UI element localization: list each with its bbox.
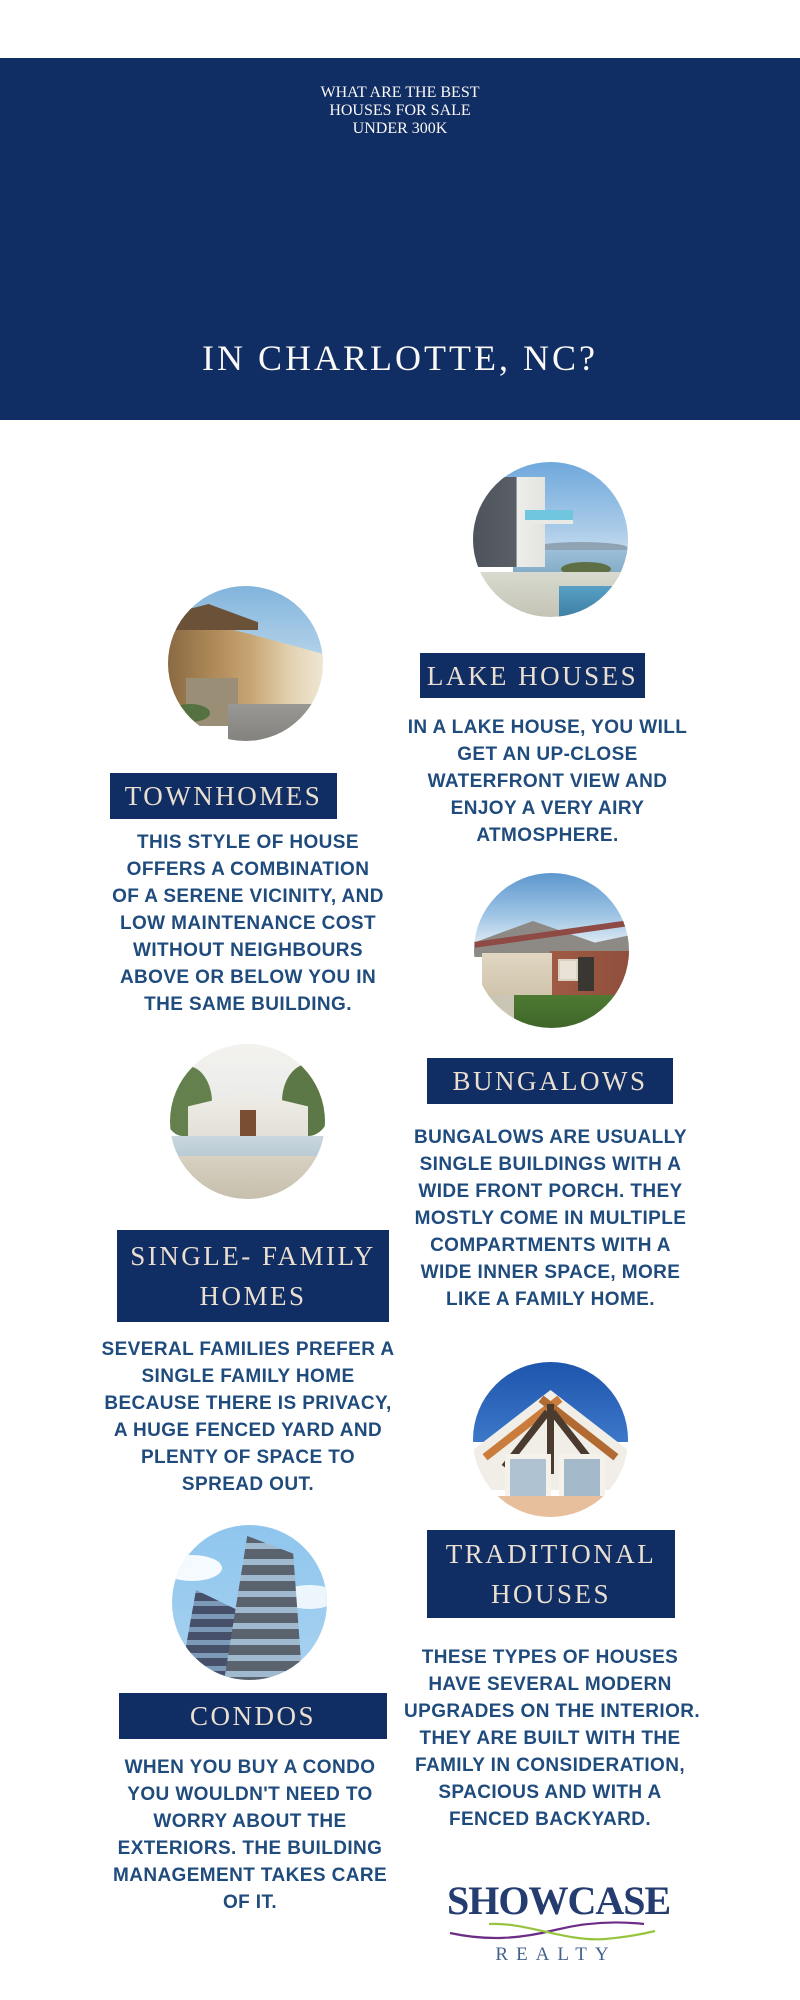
bungalows-description: BUNGALOWS ARE USUALLY SINGLE BUILDINGS WITH A WIDE FRONT PORCH. THEY MOSTLY COME IN MULTIPLE COMPARTMENTS WITH A WIDE INNER SPACE, MORE LIKE A FAMILY HOME.	[414, 1127, 687, 1310]
page-title: WHAT ARE THE BEST HOUSES FOR SALE UNDER 300K	[320, 84, 480, 137]
traditional-houses-label: TRADITIONAL HOUSES	[427, 1530, 675, 1618]
brand-wordmark: SHOWCASE	[447, 1878, 671, 1923]
photo-driveway	[170, 1156, 325, 1199]
townhomes-label: TOWNHOMES	[110, 773, 337, 819]
realty-wordmark: REALTY	[495, 1944, 617, 1965]
crossing-waves-icon	[447, 1920, 657, 1944]
bungalow-photo	[474, 873, 629, 1028]
traditional-houses-description: THESE TYPES OF HOUSES HAVE SEVERAL MODERN UPGRADES ON THE INTERIOR. THEY ARE BUILT WITH THE FAMILY IN CONSIDERATION, SPACIOUS AND WITH A FENCED BACKYARD.	[404, 1647, 701, 1830]
condo-building-photo	[172, 1525, 327, 1680]
bungalows-label: BUNGALOWS	[427, 1058, 673, 1104]
traditional-house-photo	[473, 1362, 628, 1517]
condos-label: CONDOS	[119, 1693, 387, 1739]
showcase-realty-logo	[447, 1878, 671, 1966]
photo-garage-door	[482, 953, 552, 998]
photo-pool	[559, 586, 628, 617]
single-family-homes-description: SEVERAL FAMILIES PREFER A SINGLE FAMILY HOME BECAUSE THERE IS PRIVACY, A HUGE FENCED YARD AND PLENTY OF SPACE TO SPREAD OUT.	[101, 1339, 395, 1495]
page-subtitle: IN CHARLOTTE, NC?	[202, 338, 598, 378]
photo-bush	[170, 704, 210, 722]
photo-window	[558, 959, 578, 981]
photo-door	[578, 957, 594, 991]
single-family-home-photo	[170, 1044, 325, 1199]
lake-house-photo	[473, 462, 628, 617]
lake-houses-label: LAKE HOUSES	[420, 653, 645, 698]
lake-houses-description: IN A LAKE HOUSE, YOU WILL GET AN UP-CLOSE WATERFRONT VIEW AND ENJOY A VERY AIRY ATMOSPHERE.	[407, 717, 688, 846]
townhomes-description: THIS STYLE OF HOUSE OFFERS A COMBINATION OF A SERENE VICINITY, AND LOW MAINTENANCE COST WITHOUT NEIGHBOURS ABOVE OR BELOW YOU IN THE SAME BUILDING.	[112, 832, 384, 1015]
single-family-homes-label: SINGLE- FAMILY HOMES	[117, 1230, 389, 1322]
townhomes-photo	[168, 586, 323, 741]
photo-lawn	[514, 995, 629, 1028]
condos-description: WHEN YOU BUY A CONDO YOU WOULDN'T NEED TO WORRY ABOUT THE EXTERIORS. THE BUILDING MANAGEMENT TAKES CARE OF IT.	[112, 1757, 388, 1913]
photo-road	[228, 704, 323, 741]
photo-wall-base	[473, 1496, 628, 1517]
photo-fence	[170, 1136, 325, 1158]
photo-balcony	[525, 510, 573, 524]
